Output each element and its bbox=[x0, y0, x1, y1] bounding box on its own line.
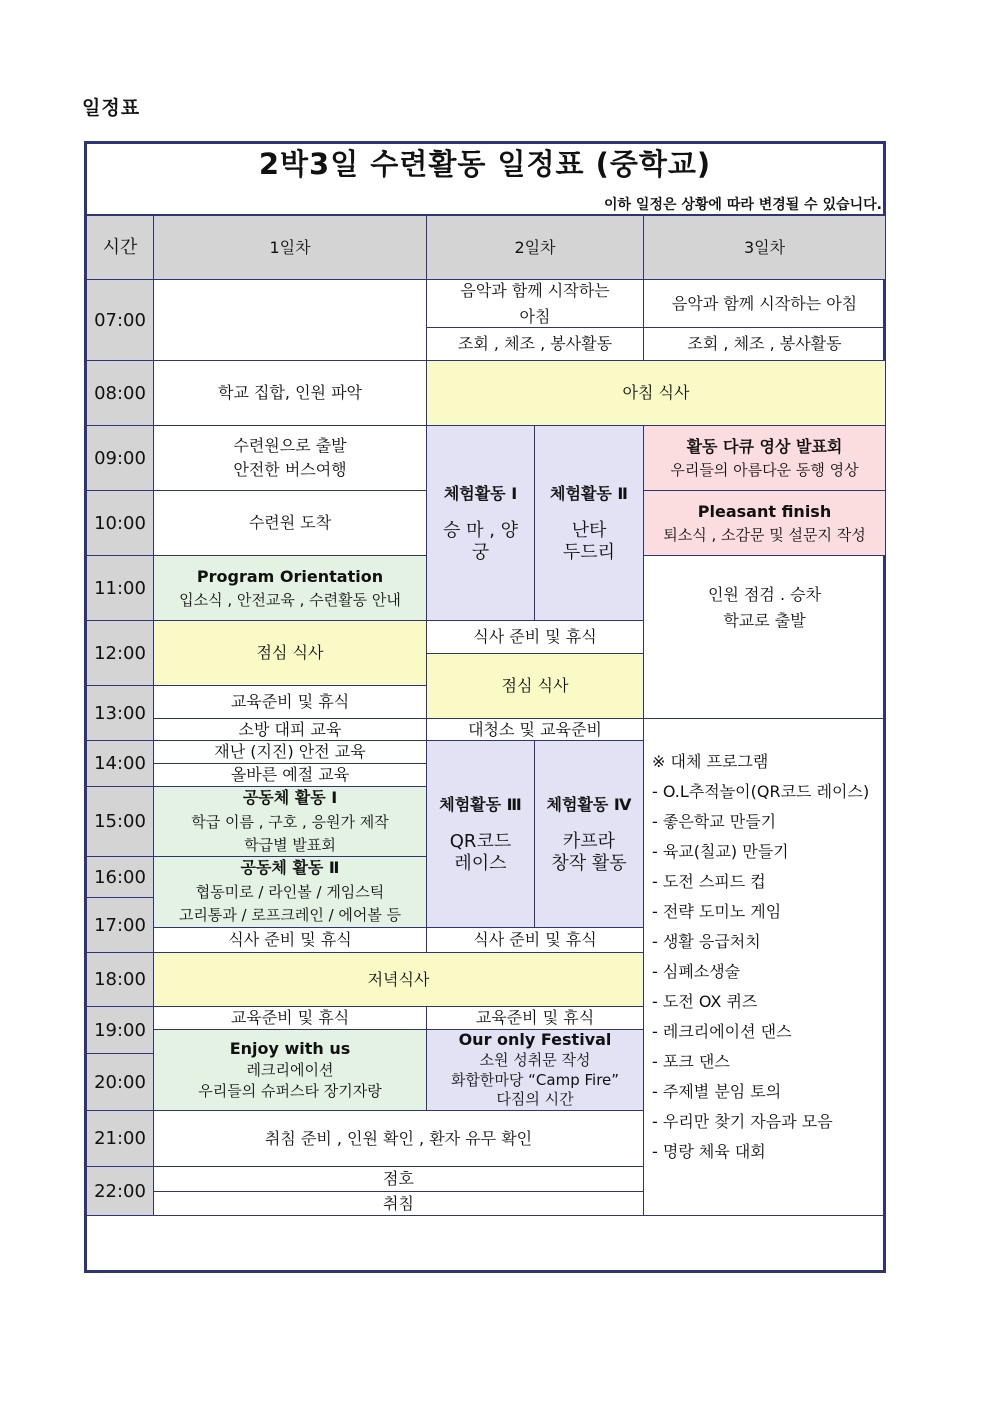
day2-music bbox=[426, 279, 644, 328]
day1-enjoy-sub1: 레크리에이션 bbox=[246, 1061, 334, 1080]
day3-finish-title: Pleasant finish bbox=[697, 501, 832, 521]
day2-experience-2 bbox=[534, 425, 644, 621]
day1-depart-line2: 안전한 버스여행 bbox=[233, 460, 347, 479]
sleep-cell: 취침 bbox=[153, 1191, 644, 1216]
alt-program-item: - 우리만 찾기 자음과 모음 bbox=[652, 1112, 833, 1131]
day3-finish-sub: 퇴소식 , 소감문 및 설문지 작성 bbox=[663, 525, 866, 544]
day1-gather: 학교 집합, 인원 파악 bbox=[153, 360, 427, 426]
alt-program-item: - 육교(칠교) 만들기 bbox=[652, 842, 789, 861]
time-cell: 10:00 bbox=[86, 490, 154, 556]
day3-morning: 조회 , 체조 , 봉사활동 bbox=[643, 327, 886, 361]
day2-experience-1-sub1: 승 마 , 양 bbox=[442, 519, 519, 541]
day1-community-1-title: 공동체 활동 Ⅰ bbox=[242, 787, 338, 807]
day2-experience-3-title: 체험활동 Ⅲ bbox=[439, 794, 522, 814]
sleep-prep-cell: 취침 준비 , 인원 확인 , 환자 유무 확인 bbox=[153, 1110, 644, 1167]
day2-meal-prep-2: 식사 준비 및 휴식 bbox=[426, 927, 644, 953]
alt-program-item: - 심폐소생술 bbox=[652, 962, 741, 981]
day1-enjoy-title: Enjoy with us bbox=[229, 1038, 351, 1058]
header-day3: 3일차 bbox=[643, 215, 886, 280]
day2-festival-title: Our only Festival bbox=[458, 1030, 612, 1050]
table-bottom-divider bbox=[86, 1215, 884, 1216]
day2-experience-2-title: 체험활동 Ⅱ bbox=[550, 483, 628, 503]
day3-check-line2: 학교로 출발 bbox=[723, 611, 806, 631]
alt-program-item: - 생활 응급처치 bbox=[652, 932, 761, 951]
time-cell: 08:00 bbox=[86, 360, 154, 426]
time-cell: 12:00 bbox=[86, 620, 154, 686]
alt-program-item: - 도전 스피드 컵 bbox=[652, 872, 766, 891]
time-cell: 14:00 bbox=[86, 740, 154, 787]
day1-community-1-sub2: 학급별 발표회 bbox=[244, 835, 336, 854]
breakfast-cell: 아침 식사 bbox=[426, 360, 886, 426]
alt-program-item: - 도전 OX 퀴즈 bbox=[652, 992, 758, 1011]
day2-experience-1-sub2: 궁 bbox=[471, 542, 490, 563]
day2-experience-4 bbox=[534, 740, 644, 928]
day1-community-2-sub2: 고리통과 / 로프크레인 / 에어볼 등 bbox=[178, 906, 402, 925]
time-cell: 21:00 bbox=[86, 1110, 154, 1167]
alt-program-item: ※ 대체 프로그램 bbox=[652, 752, 769, 771]
rollcall-cell: 점호 bbox=[153, 1166, 644, 1192]
day1-community-2 bbox=[153, 856, 427, 928]
day3-video-presentation bbox=[643, 425, 886, 491]
day1-prep: 교육준비 및 휴식 bbox=[153, 685, 427, 719]
day1-community-2-sub1: 협동미로 / 라인볼 / 게임스틱 bbox=[195, 883, 385, 902]
day1-community-1 bbox=[153, 786, 427, 857]
title-divider bbox=[86, 214, 884, 215]
day3-pleasant-finish bbox=[643, 490, 886, 556]
alt-program-item: - 레크리에이션 댄스 bbox=[652, 1022, 792, 1041]
header-time: 시간 bbox=[86, 215, 154, 280]
day2-experience-3-sub2: 레이스 bbox=[454, 853, 507, 874]
time-cell: 20:00 bbox=[86, 1053, 154, 1111]
day1-orientation-title: Program Orientation bbox=[196, 566, 384, 586]
day1-orientation-sub: 입소식 , 안전교육 , 수련활동 안내 bbox=[179, 590, 401, 609]
schedule-note: 이하 일정은 상황에 따라 변경될 수 있습니다. bbox=[604, 197, 882, 213]
day1-enjoy-sub2: 우리들의 슈퍼스타 장기자랑 bbox=[198, 1082, 382, 1101]
day1-quake-edu: 재난 (지진) 안전 교육 bbox=[153, 740, 427, 764]
day2-festival-sub1: 소원 성취문 작성 bbox=[479, 1051, 591, 1070]
day2-experience-4-sub2: 창작 활동 bbox=[551, 853, 627, 874]
day2-festival-sub3: 다짐의 시간 bbox=[496, 1090, 574, 1109]
day2-meal-prep: 식사 준비 및 휴식 bbox=[426, 620, 644, 654]
day2-cleaning: 대청소 및 교육준비 bbox=[426, 718, 644, 741]
alt-program-item: - 좋은학교 만들기 bbox=[652, 812, 777, 831]
day2-experience-2-sub2: 두드리 bbox=[562, 542, 616, 563]
day2-experience-3-sub1: QR코드 bbox=[449, 830, 512, 852]
day2-experience-4-title: 체험활동 Ⅳ bbox=[546, 794, 632, 814]
day1-community-1-sub1: 학급 이름 , 구호 , 응원가 제작 bbox=[191, 812, 389, 831]
day2-experience-3 bbox=[426, 740, 535, 928]
time-cell: 09:00 bbox=[86, 425, 154, 491]
time-cell: 18:00 bbox=[86, 952, 154, 1007]
alternative-programs bbox=[643, 718, 886, 1216]
day1-arrive: 수련원 도착 bbox=[153, 490, 427, 556]
day2-festival-sub2: 화합한마당 “Camp Fire” bbox=[450, 1070, 620, 1089]
time-cell: 22:00 bbox=[86, 1166, 154, 1216]
time-cell: 13:00 bbox=[86, 685, 154, 741]
header-day1: 1일차 bbox=[153, 215, 427, 280]
day2-experience-1-title: 체험활동 Ⅰ bbox=[443, 483, 518, 503]
day1-lunch: 점심 식사 bbox=[153, 620, 427, 686]
time-cell: 19:00 bbox=[86, 1006, 154, 1054]
time-cell: 16:00 bbox=[86, 856, 154, 898]
day3-video-sub: 우리들의 아름다운 동행 영상 bbox=[670, 460, 859, 479]
alt-program-item: - 주제별 분임 토의 bbox=[652, 1082, 782, 1101]
alt-program-item: - 명랑 체육 대회 bbox=[652, 1142, 766, 1161]
day1-depart-line1: 수련원으로 출발 bbox=[233, 436, 347, 455]
alt-program-item: - O.L추적놀이(QR코드 레이스) bbox=[652, 782, 870, 801]
day2-evening-prep: 교육준비 및 휴식 bbox=[426, 1006, 644, 1030]
day1-empty-cell bbox=[153, 279, 427, 361]
schedule-title: 2박3일 수련활동 일정표 (중학교) bbox=[258, 147, 712, 181]
day3-video-title: 활동 다큐 영상 발표회 bbox=[686, 436, 843, 456]
day3-music: 음악과 함께 시작하는 아침 bbox=[643, 279, 886, 328]
header-day2: 2일차 bbox=[426, 215, 644, 280]
day3-check-line1: 인원 점검 . 승차 bbox=[707, 585, 822, 604]
day2-experience-2-sub1: 난타 bbox=[571, 519, 607, 541]
day2-lunch: 점심 식사 bbox=[426, 653, 644, 719]
day2-festival bbox=[426, 1029, 644, 1111]
alt-program-item: - 전략 도미노 게임 bbox=[652, 902, 782, 921]
page-heading: 일정표 bbox=[82, 97, 141, 119]
day1-orientation bbox=[153, 555, 427, 621]
dinner-cell: 저녁식사 bbox=[153, 952, 644, 1007]
time-cell: 07:00 bbox=[86, 279, 154, 361]
day1-depart bbox=[153, 425, 427, 491]
day1-manner-edu: 올바른 예절 교육 bbox=[153, 763, 427, 787]
time-cell: 15:00 bbox=[86, 786, 154, 857]
day2-music-line2: 아침 bbox=[519, 306, 551, 326]
day2-music-line1: 음악과 함께 시작하는 bbox=[460, 280, 610, 300]
day3-departure bbox=[643, 555, 886, 719]
day1-evening-prep: 교육준비 및 휴식 bbox=[153, 1006, 427, 1030]
time-cell: 17:00 bbox=[86, 897, 154, 953]
day2-experience-4-sub1: 카프라 bbox=[562, 830, 616, 852]
day2-experience-1 bbox=[426, 425, 535, 621]
alt-program-item: - 포크 댄스 bbox=[652, 1052, 730, 1071]
day1-meal-prep: 식사 준비 및 휴식 bbox=[153, 927, 427, 953]
day1-fire-drill: 소방 대피 교육 bbox=[153, 718, 427, 741]
day1-community-2-title: 공동체 활동 Ⅱ bbox=[240, 858, 340, 878]
time-cell: 11:00 bbox=[86, 555, 154, 621]
day1-enjoy-with-us bbox=[153, 1029, 427, 1111]
day2-morning: 조회 , 체조 , 봉사활동 bbox=[426, 327, 644, 361]
